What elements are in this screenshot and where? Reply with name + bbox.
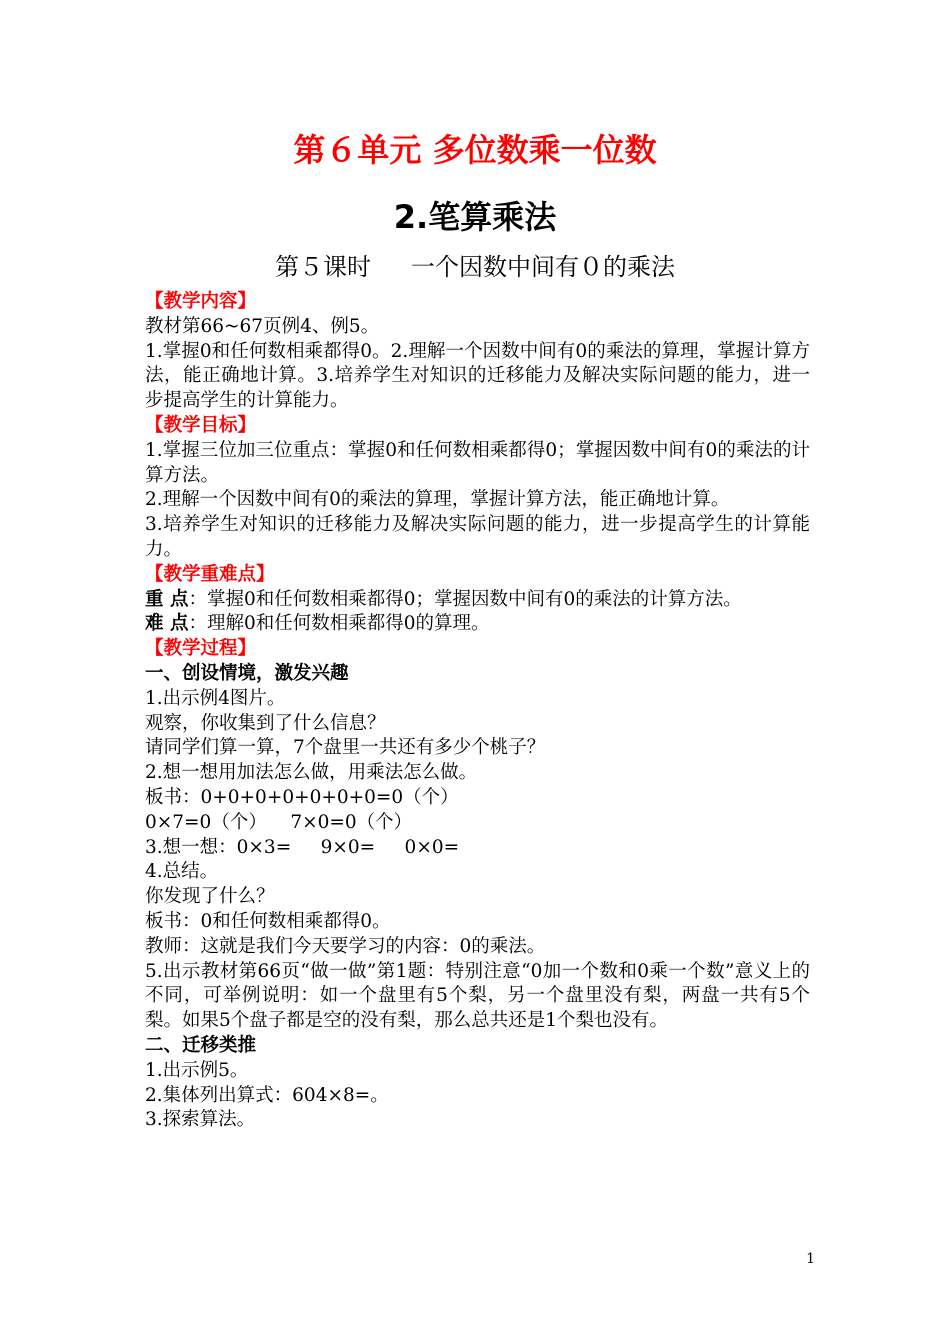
paragraph: 板书：0+0+0+0+0+0+0=0（个） bbox=[145, 786, 459, 808]
difficulty-text: ：理解0和任何数相乘都得0的算理。 bbox=[188, 613, 490, 635]
heading-teaching-content: 【教学内容】 bbox=[145, 291, 257, 312]
paragraph: 教材第66~67页例4、例5。 bbox=[145, 315, 380, 337]
heading-teaching-process: 【教学过程】 bbox=[145, 638, 257, 660]
paragraph: 2.想一想用加法怎么做，用乘法怎么做。 bbox=[145, 762, 478, 784]
document-body bbox=[145, 290, 810, 1133]
paragraph: 3.探索算法。 bbox=[145, 1109, 256, 1131]
lesson-name: 一个因数中间有０的乘法 bbox=[411, 253, 675, 281]
paragraph-difficulty bbox=[145, 612, 810, 637]
paragraph: 2.理解一个因数中间有0的乘法的算理，掌握计算方法，能正确地计算。 bbox=[145, 489, 730, 511]
section-title: 2.笔算乘法 bbox=[393, 198, 557, 236]
unit-title: 第６单元 多位数乘一位数 bbox=[293, 131, 657, 169]
paragraph: 你发现了什么？ bbox=[145, 886, 275, 908]
key-point-label: 重 点 bbox=[145, 588, 189, 610]
paragraph: 2.集体列出算式：604×8=。 bbox=[145, 1084, 389, 1106]
paragraph: 1.掌握0和任何数相乘都得0。2.理解一个因数中间有0的乘法的算理，掌握计算方法，能正确地计算。3.培养学生对知识的迁移能力及解决实际问题的能力，进一步提高学生的计算能力。 bbox=[145, 340, 810, 412]
subsection-heading: 二、迁移类推 bbox=[145, 1034, 257, 1056]
paragraph: 1.掌握三位加三位重点：掌握0和任何数相乘都得0；掌握因数中间有0的乘法的计算方法。 bbox=[145, 439, 810, 486]
paragraph-key-point bbox=[145, 588, 810, 613]
heading-key-points: 【教学重难点】 bbox=[145, 563, 275, 585]
paragraph: 0×7=0（个） 7×0=0（个） bbox=[145, 811, 413, 833]
subsection-heading: 一、创设情境，激发兴趣 bbox=[145, 662, 349, 684]
key-point-text: ：掌握0和任何数相乘都得0；掌握因数中间有0的乘法的计算方法。 bbox=[188, 588, 742, 610]
paragraph: 请同学们算一算，7个盘里一共还有多少个桃子？ bbox=[145, 737, 546, 759]
paragraph: 5.出示教材第66页“做一做”第1题：特别注意“0加一个数和0乘一个数”意义上的不同，可举例说明：如一个盘里有5个梨，另一个盘里没有梨，两盘一共有5个梨。如果5个盘子都是空的没有梨，那么总共还是1个梨也没有。 bbox=[145, 960, 810, 1032]
paragraph: 观察，你收集到了什么信息？ bbox=[145, 712, 386, 734]
heading-teaching-goals: 【教学目标】 bbox=[145, 414, 257, 436]
paragraph: 3.想一想：0×3= 9×0= 0×0= bbox=[145, 836, 460, 858]
paragraph: 4.总结。 bbox=[145, 861, 219, 883]
paragraph: 教师：这就是我们今天要学习的内容：0的乘法。 bbox=[145, 935, 546, 957]
paragraph: 1.出示例4图片。 bbox=[145, 687, 286, 709]
lesson-title bbox=[0, 250, 950, 284]
paragraph: 1.出示例5。 bbox=[145, 1059, 249, 1081]
paragraph: 3.培养学生对知识的迁移能力及解决实际问题的能力，进一步提高学生的计算能力。 bbox=[145, 514, 810, 560]
difficulty-label: 难 点 bbox=[145, 613, 189, 635]
lesson-number: 第５课时 bbox=[275, 253, 371, 281]
paragraph: 板书：0和任何数相乘都得0。 bbox=[145, 910, 391, 932]
page-number: 1 bbox=[806, 1251, 815, 1267]
